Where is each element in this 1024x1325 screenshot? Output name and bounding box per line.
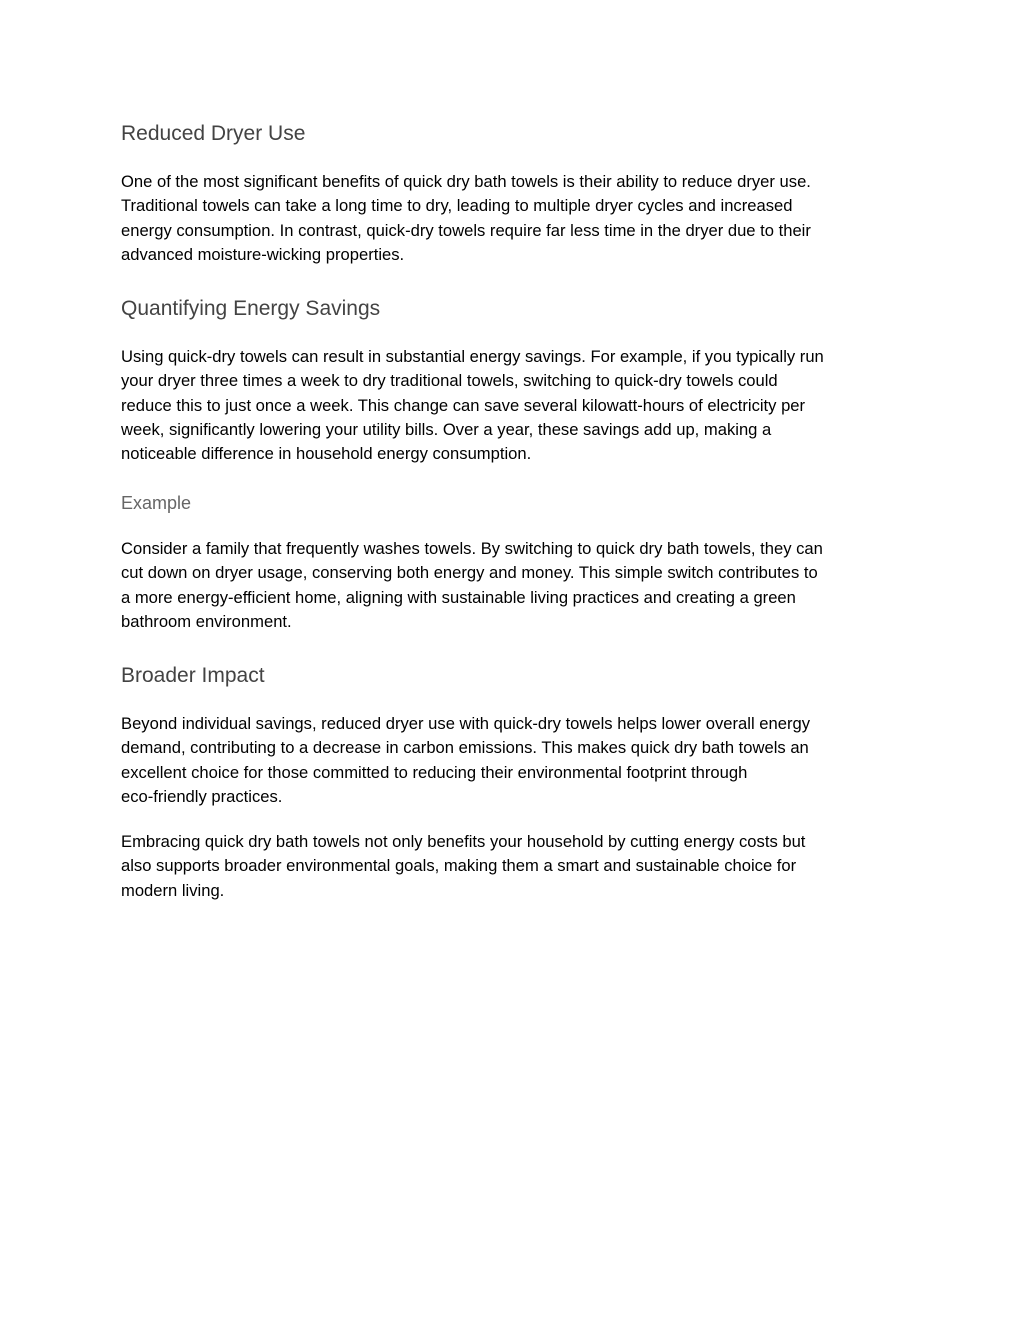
paragraph-line: One of the most significant benefits of quick dry bath towels is their ability to reduce dryer use.: [121, 172, 811, 191]
subheading-example: Example: [121, 493, 192, 513]
paragraph-line: modern living.: [121, 880, 225, 900]
paragraph-line: your dryer three times a week to dry traditional towels, switching to quick-dry towels could: [121, 371, 778, 391]
paragraph-line: advanced moisture-wicking properties.: [121, 244, 405, 264]
paragraph-line: Consider a family that frequently washes towels. By switching to quick dry bath towels, they can: [121, 539, 823, 558]
paragraph-line: a more energy-efficient home, aligning with sustainable living practices and creating a green: [121, 587, 796, 607]
paragraph-line: energy consumption. In contrast, quick-dry towels require far less time in the dryer due to their: [121, 220, 811, 240]
paragraph-line: bathroom environment.: [121, 611, 292, 631]
paragraph-line: Using quick-dry towels can result in substantial energy savings. For example, if you typically run: [121, 347, 824, 366]
paragraph-line: week, significantly lowering your utility bills. Over a year, these savings add up, making a: [121, 419, 772, 439]
paragraph-example: [121, 537, 906, 634]
paragraph-closing: [121, 830, 906, 903]
paragraph-broader-impact: [121, 712, 906, 809]
paragraph-line: cut down on dryer usage, conserving both energy and money. This simple switch contributes to: [121, 563, 818, 583]
heading-quantifying-energy-savings: Quantifying Energy Savings: [121, 297, 381, 320]
paragraph-line: excellent choice for those committed to reducing their environmental footprint through: [121, 762, 748, 782]
paragraph-line: Beyond individual savings, reduced dryer use with quick-dry towels helps lower overall energy: [121, 714, 810, 733]
paragraph-line: noticeable difference in household energy consumption.: [121, 444, 532, 464]
paragraph-quantifying-energy-savings: [121, 345, 906, 466]
heading-reduced-dryer-use: Reduced Dryer Use: [121, 122, 306, 145]
paragraph-line: Embracing quick dry bath towels not only benefits your household by cutting energy costs but: [121, 832, 806, 851]
paragraph-line: also supports broader environmental goals, making them a smart and sustainable choice for: [121, 856, 797, 876]
heading-broader-impact: Broader Impact: [121, 664, 265, 687]
paragraph-line: demand, contributing to a decrease in carbon emissions. This makes quick dry bath towels an: [121, 738, 809, 758]
paragraph-line: eco-friendly practices.: [121, 786, 283, 806]
paragraph-line: Traditional towels can take a long time to dry, leading to multiple dryer cycles and increased: [121, 196, 793, 216]
paragraph-line: reduce this to just once a week. This change can save several kilowatt-hours of electricity per: [121, 395, 806, 415]
paragraph-reduced-dryer-use: [121, 170, 906, 267]
